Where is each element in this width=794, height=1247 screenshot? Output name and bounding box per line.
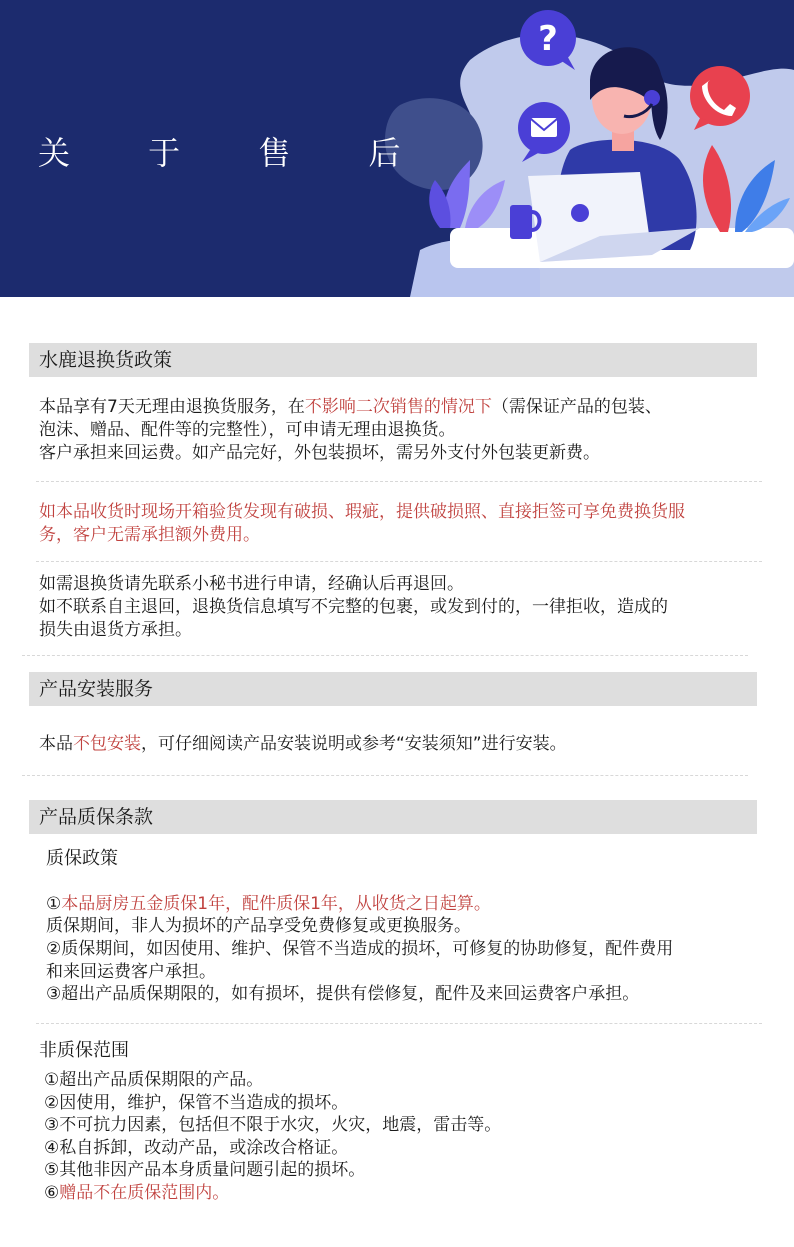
damage-policy-line-2: 务，客户无需承担额外费用。: [39, 525, 260, 545]
section-header-installation: 产品安装服务: [29, 672, 757, 706]
non-warranty-item-4: ④私自拆卸，改动产品，或涂改合格证。: [44, 1138, 349, 1158]
warranty-item-2-line-2: 和来回运费客户承担。: [46, 962, 216, 982]
warranty-item-1: ①本品厨房五金质保1年，配件质保1年，从收货之日起算。: [46, 894, 491, 914]
svg-text:?: ?: [538, 19, 558, 59]
section-header-warranty: 产品质保条款: [29, 800, 757, 834]
non-warranty-item-6: ⑥赠品不在质保范围内。: [44, 1183, 230, 1203]
warranty-policy-title: 质保政策: [46, 848, 118, 869]
non-warranty-item-5: ⑤其他非因产品本身质量问题引起的损坏。: [44, 1160, 366, 1180]
hero-title: 关 于 售 后: [38, 134, 435, 172]
warranty-item-2-line-1: ②质保期间，如因使用、维护、保管不当造成的损坏，可修复的协助修复，配件费用: [46, 939, 674, 959]
return-policy-line-2: 泡沫、赠品、配件等的完整性），可申请无理由退换货。: [39, 420, 456, 440]
warranty-item-1-detail: 质保期间，非人为损坏的产品享受免费修复或更换服务。: [46, 916, 471, 936]
return-procedure-line-2: 如不联系自主退回，退换货信息填写不完整的包裹，或发到付的，一律拒收，造成的: [39, 597, 668, 617]
damage-policy-line-1: 如本品收货时现场开箱验货发现有破损、瑕疵，提供破损照、直接拒签可享免费换货服: [39, 502, 685, 522]
divider: [36, 1023, 762, 1024]
non-warranty-title: 非质保范围: [39, 1040, 129, 1061]
divider: [22, 775, 748, 776]
highlight-gifts-excluded: 赠品不在质保范围内。: [59, 1183, 230, 1203]
return-procedure-line-1: 如需退换货请先联系小秘书进行申请，经确认后再退回。: [39, 574, 464, 594]
return-policy-line-3: 客户承担来回运费。如产品完好，外包装损坏，需另外支付外包装更新费。: [39, 443, 600, 463]
hero-banner: [0, 0, 794, 297]
non-warranty-item-2: ②因使用，维护，保管不当造成的损坏。: [44, 1093, 349, 1113]
section-header-return-policy: 水鹿退换货政策: [29, 343, 757, 377]
non-warranty-item-3: ③不可抗力因素，包括但不限于水灾，火灾，地震，雷击等。: [44, 1115, 502, 1135]
highlight-no-installation: 不包安装: [73, 734, 141, 754]
highlight-no-resale-impact: 不影响二次销售的情况下: [304, 397, 492, 417]
highlight-warranty-period: 本品厨房五金质保1年，配件质保1年，从收货之日起算。: [61, 894, 491, 914]
return-policy-line-1: 本品享有7天无理由退换货服务，在不影响二次销售的情况下（需保证产品的包装、: [39, 397, 662, 417]
divider: [36, 481, 762, 482]
warranty-item-3: ③超出产品质保期限的，如有损坏，提供有偿修复，配件及来回运费客户承担。: [46, 984, 640, 1004]
return-procedure-line-3: 损失由退货方承担。: [39, 620, 192, 640]
non-warranty-item-1: ①超出产品质保期限的产品。: [44, 1070, 264, 1090]
installation-text: 本品不包安装，可仔细阅读产品安装说明或参考“安装须知”进行安装。: [39, 734, 567, 754]
divider: [22, 655, 748, 656]
divider: [36, 561, 762, 562]
